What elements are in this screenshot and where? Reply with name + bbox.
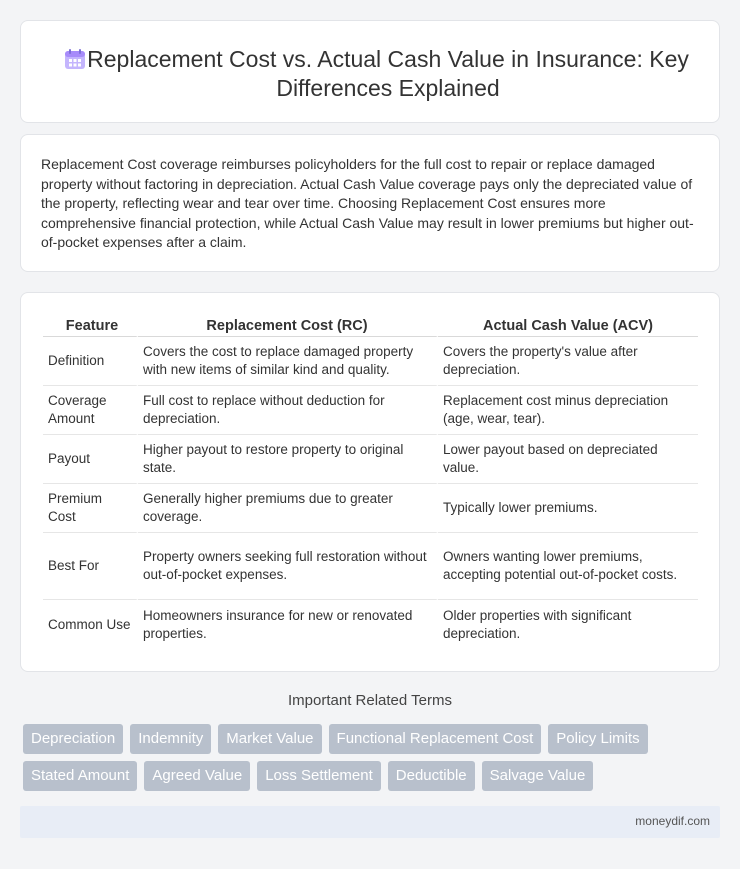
tag-row xyxy=(23,761,703,791)
table-header-row xyxy=(43,315,698,337)
tag-salvage-value[interactable]: Salvage Value xyxy=(482,761,594,791)
table-row xyxy=(43,435,698,484)
tag-agreed-value[interactable]: Agreed Value xyxy=(144,761,250,791)
tag-deductible[interactable]: Deductible xyxy=(388,761,475,791)
summary-text: Replacement Cost coverage reimburses policyholders for the full cost to repair or replace damaged property without factoring in depreciation. Actual Cash Value coverage pays only the depreciated value of the property, reflecting wear and tear over time. Choosing Replacement Cost ensures more comprehensive financial protection, while Actual Cash Value may result in lower premiums but higher out-of-pocket expenses after a claim. xyxy=(41,156,694,250)
row-feature: Premium Cost xyxy=(43,484,138,533)
row-feature: Definition xyxy=(43,337,138,386)
row-feature: Coverage Amount xyxy=(43,386,138,435)
table-row xyxy=(43,337,698,386)
row-rc-value: Full cost to replace without deduction for depreciation. xyxy=(138,386,438,435)
tag-row xyxy=(23,724,703,754)
table-row xyxy=(43,386,698,435)
row-acv-value: Replacement cost minus depreciation (age, wear, tear). xyxy=(438,386,698,435)
page-title: Replacement Cost vs. Actual Cash Value in Insurance: Key Differences Explained xyxy=(87,46,689,101)
header-actual-cash-value: Actual Cash Value (ACV) xyxy=(438,315,698,337)
row-feature: Payout xyxy=(43,435,138,484)
table-row xyxy=(43,533,698,600)
tag-market-value[interactable]: Market Value xyxy=(218,724,321,754)
row-acv-value: Covers the property's value after depreciation. xyxy=(438,337,698,386)
comparison-table xyxy=(43,315,698,649)
title-card xyxy=(20,20,720,123)
row-rc-value: Homeowners insurance for new or renovated properties. xyxy=(138,600,438,649)
row-rc-value: Generally higher premiums due to greater coverage. xyxy=(138,484,438,533)
tag-loss-settlement[interactable]: Loss Settlement xyxy=(257,761,381,791)
related-terms-heading: Important Related Terms xyxy=(288,692,452,709)
tag-stated-amount[interactable]: Stated Amount xyxy=(23,761,137,791)
row-acv-value: Typically lower premiums. xyxy=(438,484,698,533)
table-row xyxy=(43,600,698,649)
row-acv-value: Older properties with significant depreciation. xyxy=(443,607,632,641)
row-feature: Best For xyxy=(43,533,138,600)
row-feature: Common Use xyxy=(43,600,138,649)
tag-policy-limits[interactable]: Policy Limits xyxy=(548,724,647,754)
tag-functional-replacement-cost[interactable]: Functional Replacement Cost xyxy=(329,724,542,754)
footer xyxy=(20,806,720,838)
row-rc-value: Property owners seeking full restoration without out-of-pocket expenses. xyxy=(138,533,438,600)
tag-indemnity[interactable]: Indemnity xyxy=(130,724,211,754)
table-row xyxy=(43,484,698,533)
summary-card xyxy=(20,134,720,272)
related-terms xyxy=(23,724,703,798)
header-replacement-cost: Replacement Cost (RC) xyxy=(138,315,438,337)
row-rc-value: Higher payout to restore property to original state. xyxy=(138,435,438,484)
row-acv-value: Lower payout based on depreciated value. xyxy=(438,435,698,484)
comparison-table-card xyxy=(20,292,720,672)
header-feature: Feature xyxy=(43,315,138,337)
tag-depreciation[interactable]: Depreciation xyxy=(23,724,123,754)
row-acv-value: Owners wanting lower premiums, accepting potential out-of-pocket costs. xyxy=(438,533,698,600)
row-rc-value: Covers the cost to replace damaged property with new items of similar kind and quality. xyxy=(138,337,438,386)
footer-site[interactable]: moneydif.com xyxy=(635,814,710,828)
